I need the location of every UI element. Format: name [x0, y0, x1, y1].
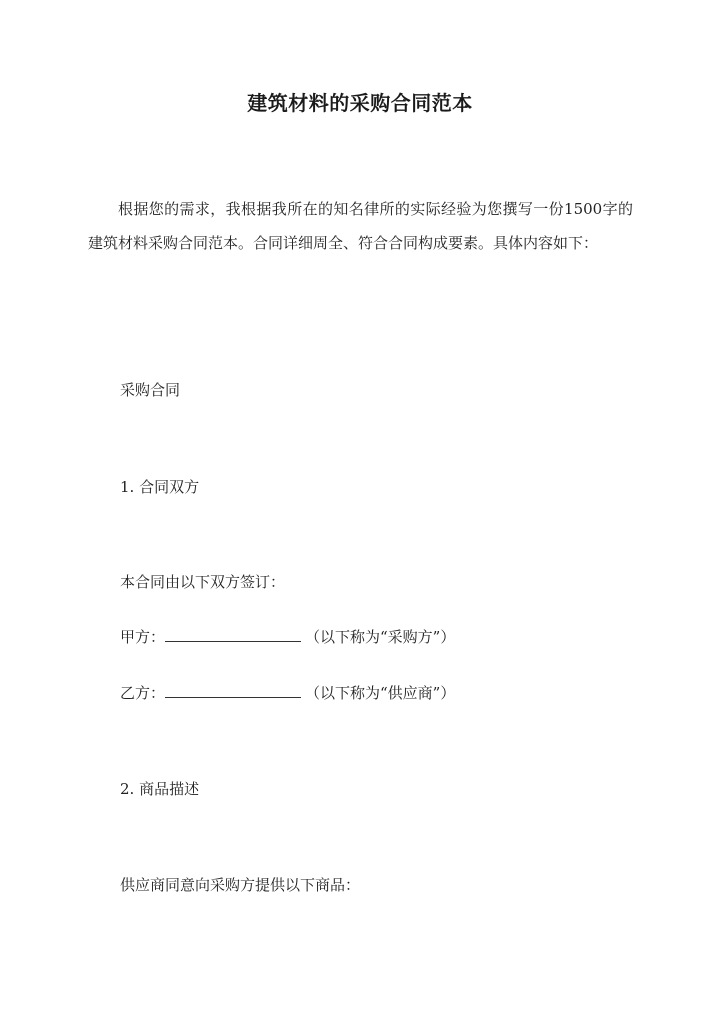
party-b-blank[interactable] [165, 683, 301, 698]
party-a-label: 甲方： [120, 628, 166, 646]
section-2-intro: 供应商同意向采购方提供以下商品： [120, 876, 361, 894]
section-1-intro: 本合同由以下双方签订： [120, 573, 286, 591]
party-a-blank[interactable] [165, 627, 301, 642]
document-title: 建筑材料的采购合同范本 [247, 91, 473, 115]
party-a-line [120, 627, 455, 647]
section-1-heading: 1. 合同双方 [120, 478, 200, 496]
contract-heading: 采购合同 [120, 381, 181, 399]
intro-paragraph: 根据您的需求，我根据我所在的知名律所的实际经验为您撰写一份1500字的建筑材料采购合同范本。合同详细周全、符合合同构成要素。具体内容如下： [88, 200, 633, 252]
party-b-note: （以下称为“供应商”） [305, 684, 456, 702]
party-b-label: 乙方： [120, 684, 166, 702]
party-b-line [120, 683, 455, 703]
section-2-heading: 2. 商品描述 [120, 780, 200, 798]
party-a-note: （以下称为“采购方”） [305, 628, 456, 646]
